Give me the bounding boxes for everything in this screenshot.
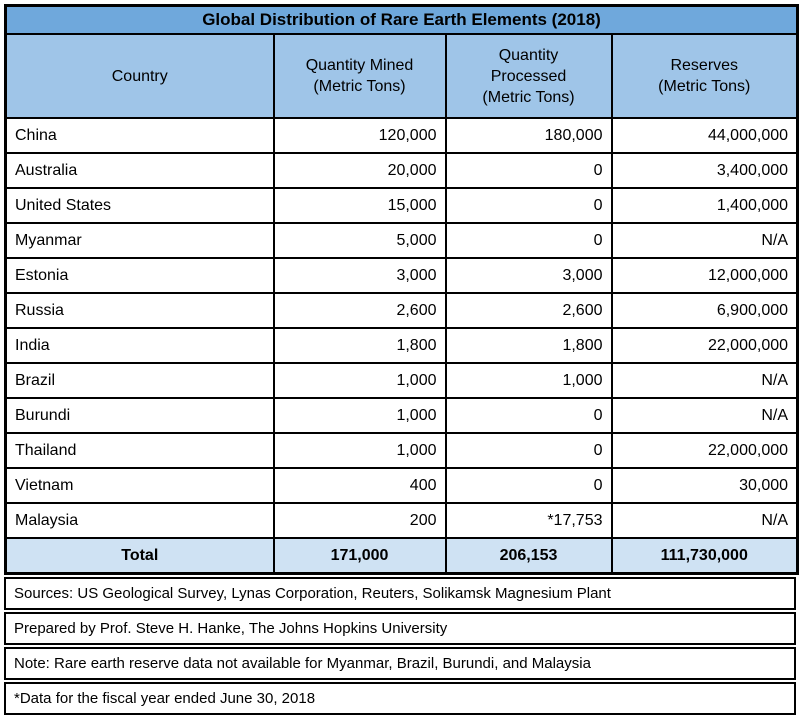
mined-cell: 3,000	[274, 258, 446, 293]
country-cell: Myanmar	[6, 223, 274, 258]
processed-cell: 0	[446, 153, 612, 188]
processed-cell: 180,000	[446, 118, 612, 153]
reserves-cell: N/A	[612, 363, 798, 398]
processed-cell: 3,000	[446, 258, 612, 293]
country-cell: India	[6, 328, 274, 363]
country-cell: Burundi	[6, 398, 274, 433]
processed-cell: 0	[446, 223, 612, 258]
processed-cell: 0	[446, 398, 612, 433]
mined-cell: 1,800	[274, 328, 446, 363]
reserves-cell: 22,000,000	[612, 433, 798, 468]
mined-cell: 120,000	[274, 118, 446, 153]
column-header-line: (Metric Tons)	[658, 78, 751, 95]
title-row	[6, 6, 798, 35]
table-row	[6, 363, 798, 398]
footnote-note: Note: Rare earth reserve data not available for Myanmar, Brazil, Burundi, and Malaysia	[4, 647, 796, 680]
total-mined-cell: 171,000	[274, 538, 446, 574]
country-cell: United States	[6, 188, 274, 223]
country-cell: Vietnam	[6, 468, 274, 503]
column-header-line: Reserves	[670, 57, 739, 74]
column-header-reserves	[612, 34, 798, 118]
table-body	[6, 118, 798, 538]
country-cell: Thailand	[6, 433, 274, 468]
rare-earth-table	[4, 4, 799, 575]
table-row	[6, 258, 798, 293]
column-header-quantity-mined	[274, 34, 446, 118]
country-cell: Russia	[6, 293, 274, 328]
processed-cell: 2,600	[446, 293, 612, 328]
table-row	[6, 293, 798, 328]
footnote-sources: Sources: US Geological Survey, Lynas Corporation, Reuters, Solikamsk Magnesium Plant	[4, 577, 796, 610]
total-processed-cell: 206,153	[446, 538, 612, 574]
processed-cell: 0	[446, 468, 612, 503]
total-label: Total	[6, 538, 274, 574]
reserves-cell: N/A	[612, 398, 798, 433]
table-row	[6, 433, 798, 468]
processed-cell: 0	[446, 433, 612, 468]
column-header-quantity-processed	[446, 34, 612, 118]
processed-cell: 1,000	[446, 363, 612, 398]
table-row	[6, 153, 798, 188]
column-header-row	[6, 34, 798, 118]
mined-cell: 15,000	[274, 188, 446, 223]
footnote-fiscal-year: *Data for the fiscal year ended June 30, 2018	[4, 682, 796, 715]
reserves-cell: 6,900,000	[612, 293, 798, 328]
mined-cell: 200	[274, 503, 446, 538]
country-cell: Brazil	[6, 363, 274, 398]
reserves-cell: 1,400,000	[612, 188, 798, 223]
column-header-line: Country	[111, 67, 168, 85]
reserves-cell: 44,000,000	[612, 118, 798, 153]
page-title: Global Distribution of Rare Earth Elements (2018)	[6, 6, 798, 35]
table-row	[6, 503, 798, 538]
mined-cell: 5,000	[274, 223, 446, 258]
column-header-country	[6, 34, 274, 118]
column-header-line: Processed	[490, 67, 567, 85]
reserves-cell: 30,000	[612, 468, 798, 503]
column-header-line: (Metric Tons)	[313, 78, 406, 95]
table-row	[6, 468, 798, 503]
reserves-cell: 22,000,000	[612, 328, 798, 363]
country-cell: Australia	[6, 153, 274, 188]
reserves-cell: N/A	[612, 503, 798, 538]
mined-cell: 1,000	[274, 433, 446, 468]
mined-cell: 2,600	[274, 293, 446, 328]
table-row	[6, 223, 798, 258]
total-reserves-cell: 111,730,000	[612, 538, 798, 574]
total-row	[6, 538, 798, 574]
processed-cell: *17,753	[446, 503, 612, 538]
processed-cell: 0	[446, 188, 612, 223]
column-header-line: Quantity Mined	[305, 57, 414, 74]
table-row	[6, 328, 798, 363]
table-row	[6, 188, 798, 223]
country-cell: Estonia	[6, 258, 274, 293]
mined-cell: 1,000	[274, 363, 446, 398]
table-row	[6, 118, 798, 153]
processed-cell: 1,800	[446, 328, 612, 363]
mined-cell: 20,000	[274, 153, 446, 188]
column-header-line: Quantity	[498, 46, 559, 64]
column-header-line: (Metric Tons)	[482, 88, 575, 106]
country-cell: China	[6, 118, 274, 153]
footnote-prepared-by: Prepared by Prof. Steve H. Hanke, The Johns Hopkins University	[4, 612, 796, 645]
mined-cell: 400	[274, 468, 446, 503]
reserves-cell: N/A	[612, 223, 798, 258]
table-row	[6, 398, 798, 433]
country-cell: Malaysia	[6, 503, 274, 538]
reserves-cell: 12,000,000	[612, 258, 798, 293]
reserves-cell: 3,400,000	[612, 153, 798, 188]
mined-cell: 1,000	[274, 398, 446, 433]
